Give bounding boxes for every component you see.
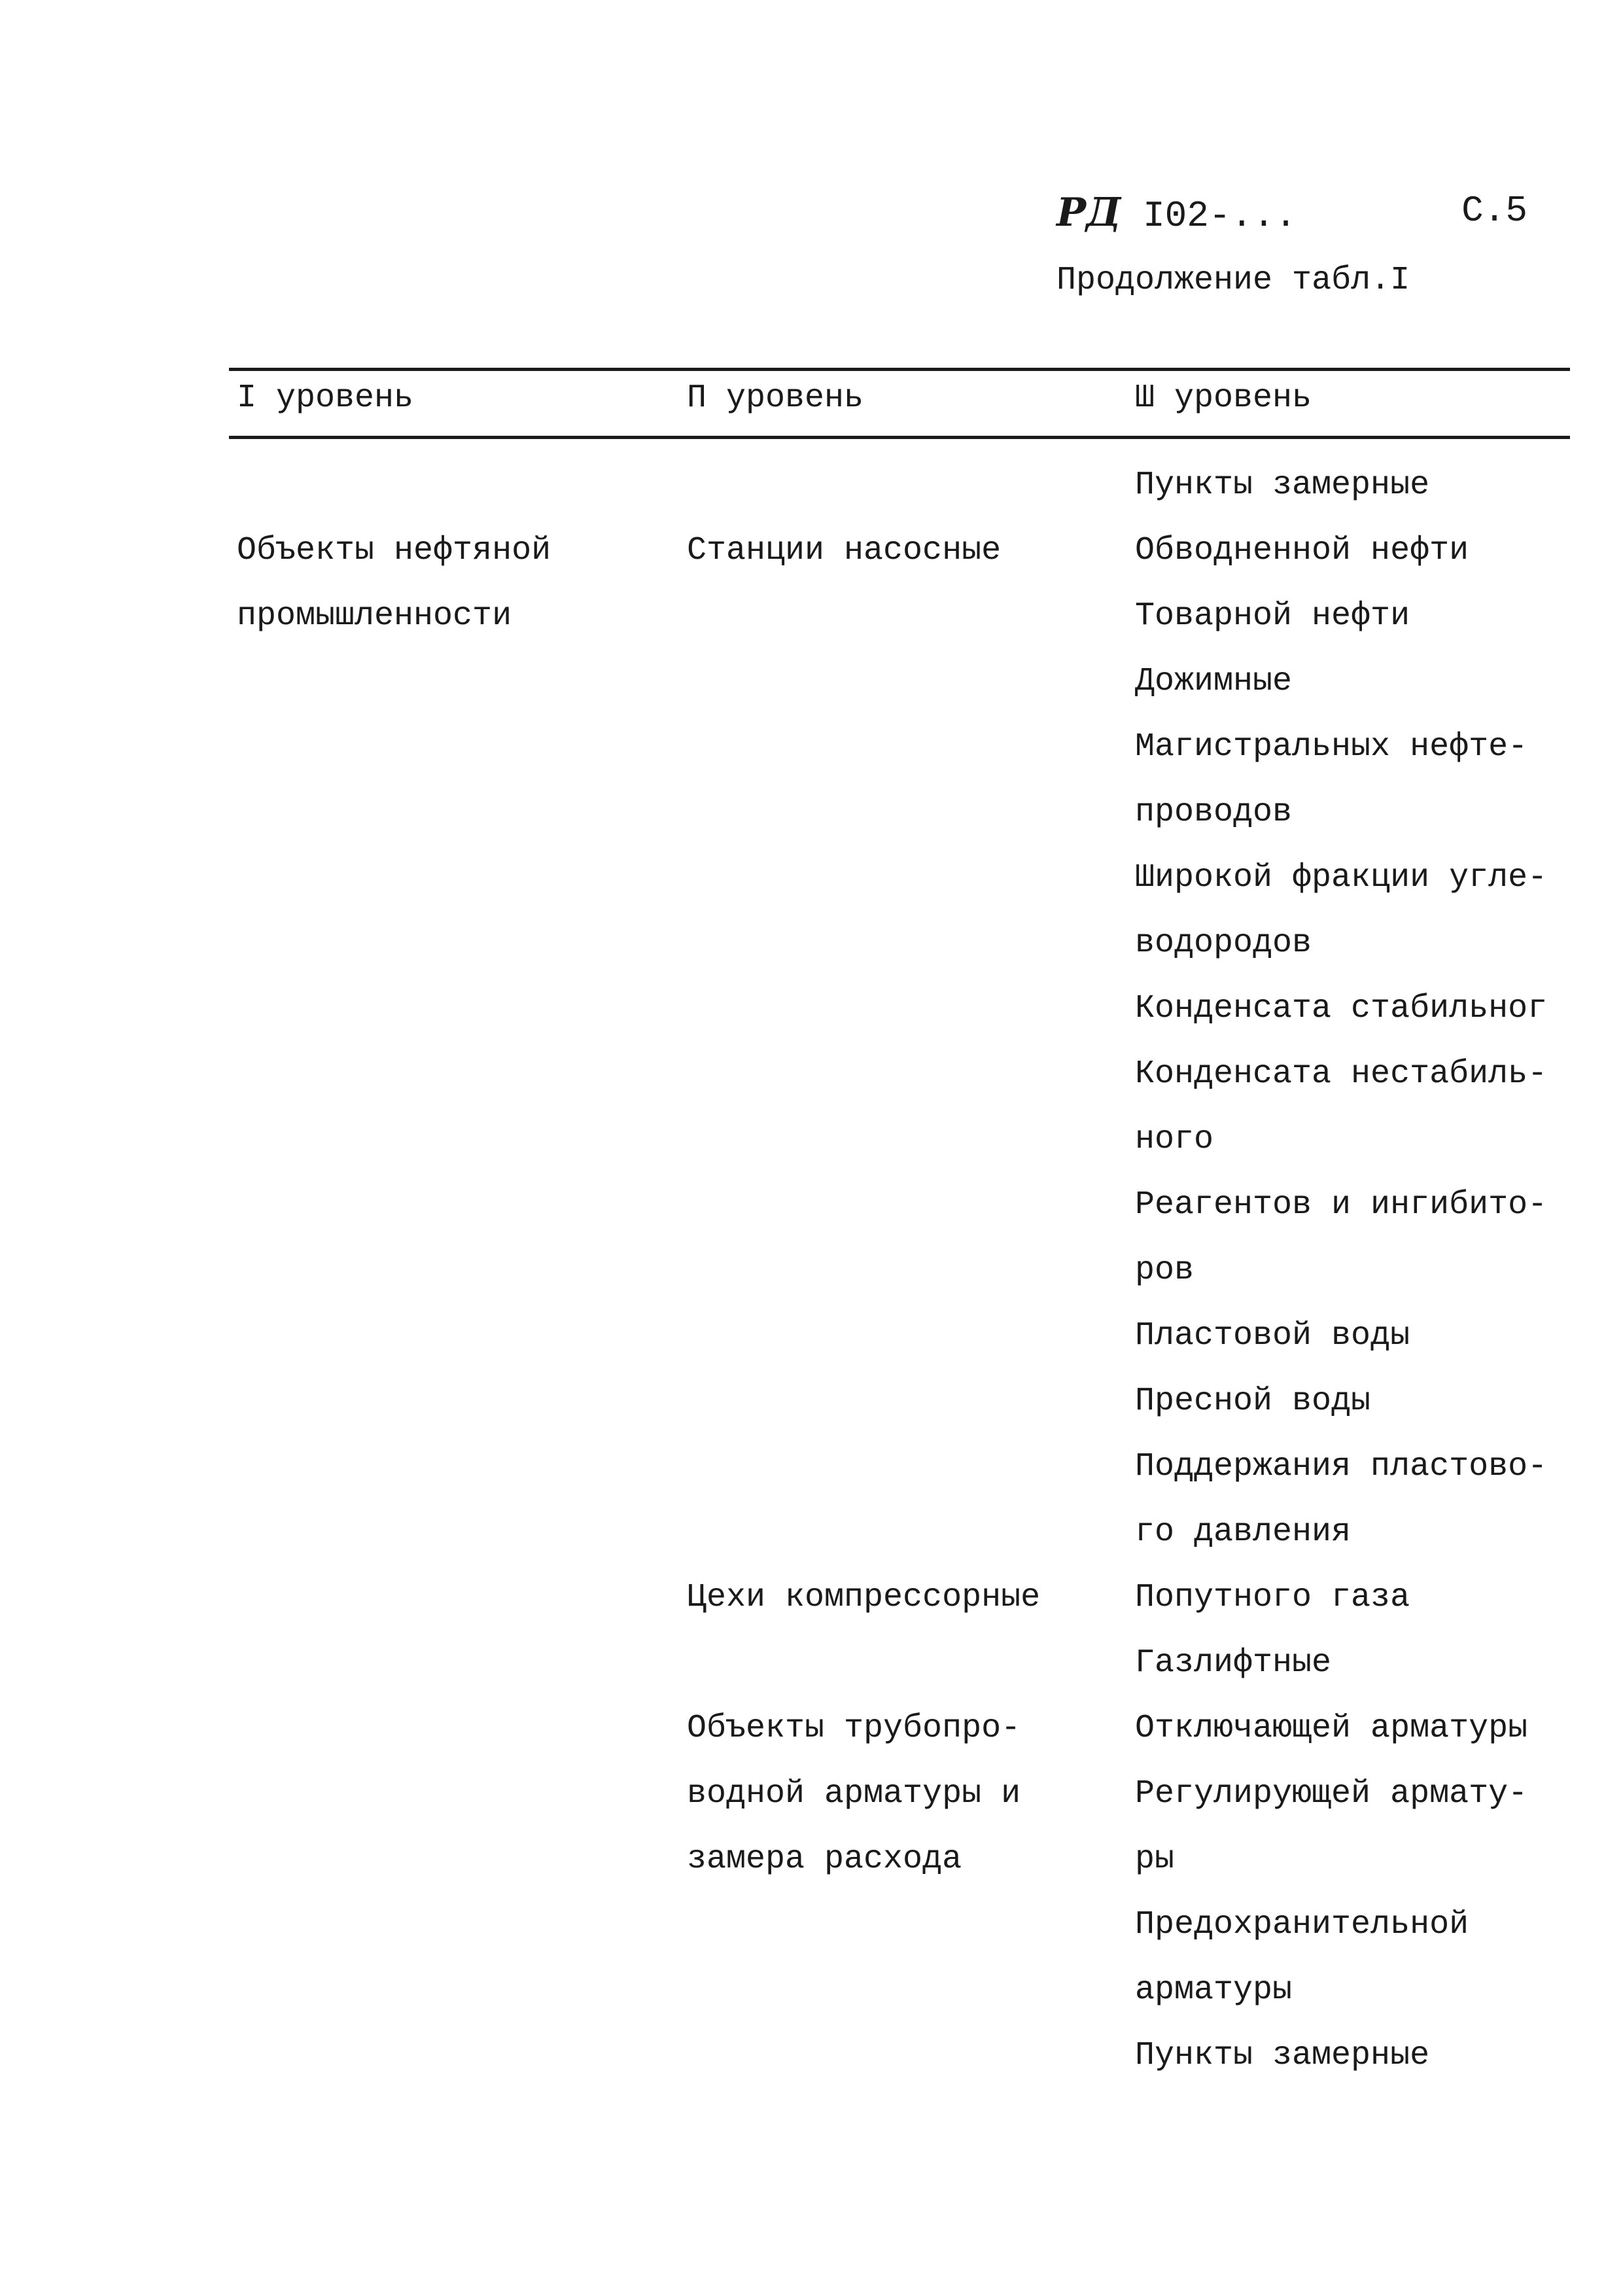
level-3-line: арматуры: [1135, 1971, 1293, 2009]
level-3-line: Пункты замерные: [1135, 467, 1430, 504]
level-3-cell: [1135, 453, 1547, 2089]
table-header-rule: [229, 436, 1570, 439]
level-1-line: Объекты нефтяной: [237, 532, 551, 569]
level-3-line: Конденсата стабильног: [1135, 990, 1548, 1027]
column-header-level-1: I уровень: [237, 380, 414, 417]
level-3-line: проводов: [1135, 794, 1293, 831]
level-3-line: Пластовой воды: [1135, 1317, 1410, 1354]
level-1-cell: [237, 518, 551, 649]
level-2-cell-compressor: [687, 1565, 1040, 1631]
level-2-line: Объекты трубопро-: [687, 1710, 1021, 1747]
level-2-line: Цехи компрессорные: [687, 1579, 1041, 1616]
level-3-line: водородов: [1135, 925, 1312, 962]
level-3-line: Пункты замерные: [1135, 2037, 1430, 2074]
level-3-line: Поддержания пластово-: [1135, 1448, 1548, 1485]
document-code-prefix: РД: [1056, 190, 1121, 236]
level-2-line: Станции насосные: [687, 532, 1002, 569]
level-3-line: Магистральных нефте-: [1135, 728, 1528, 766]
document-header: [1056, 190, 1527, 255]
level-3-line: Товарной нефти: [1135, 597, 1410, 635]
level-3-line: Газлифтные: [1135, 1644, 1332, 1682]
page-number: С.5: [1461, 190, 1527, 232]
level-3-line: Дожимные: [1135, 663, 1293, 700]
level-3-line: Пресной воды: [1135, 1383, 1371, 1420]
level-2-cell-valves: [687, 1696, 1021, 1892]
level-2-line: замера расхода: [687, 1841, 962, 1878]
level-3-line: Регулирующей армату-: [1135, 1775, 1528, 1812]
level-3-line: ры: [1135, 1841, 1175, 1878]
table-continuation-caption: Продолжение табл.I: [1056, 262, 1410, 299]
level-3-line: Отключающей арматуры: [1135, 1710, 1528, 1747]
column-header-level-3: Ш уровень: [1135, 380, 1312, 417]
level-2-line: водной арматуры и: [687, 1775, 1021, 1812]
level-3-line: Широкой фракции угле-: [1135, 859, 1548, 896]
level-2-cell-pumping: [687, 518, 1001, 584]
level-3-line: Попутного газа: [1135, 1579, 1410, 1616]
level-3-line: Конденсата нестабиль-: [1135, 1055, 1548, 1093]
column-header-level-2: П уровень: [687, 380, 864, 417]
document-code: [1056, 190, 1297, 237]
level-3-line: го давления: [1135, 1513, 1352, 1551]
level-3-line: ров: [1135, 1252, 1195, 1289]
level-3-line: ного: [1135, 1121, 1214, 1158]
level-3-line: Предохранительной: [1135, 1906, 1469, 1943]
level-3-line: Обводненной нефти: [1135, 532, 1469, 569]
table-top-rule: [229, 368, 1570, 371]
document-code-number: I02-...: [1121, 195, 1297, 237]
level-1-line: промышленности: [237, 597, 512, 635]
level-3-line: Реагентов и ингибито-: [1135, 1186, 1548, 1224]
